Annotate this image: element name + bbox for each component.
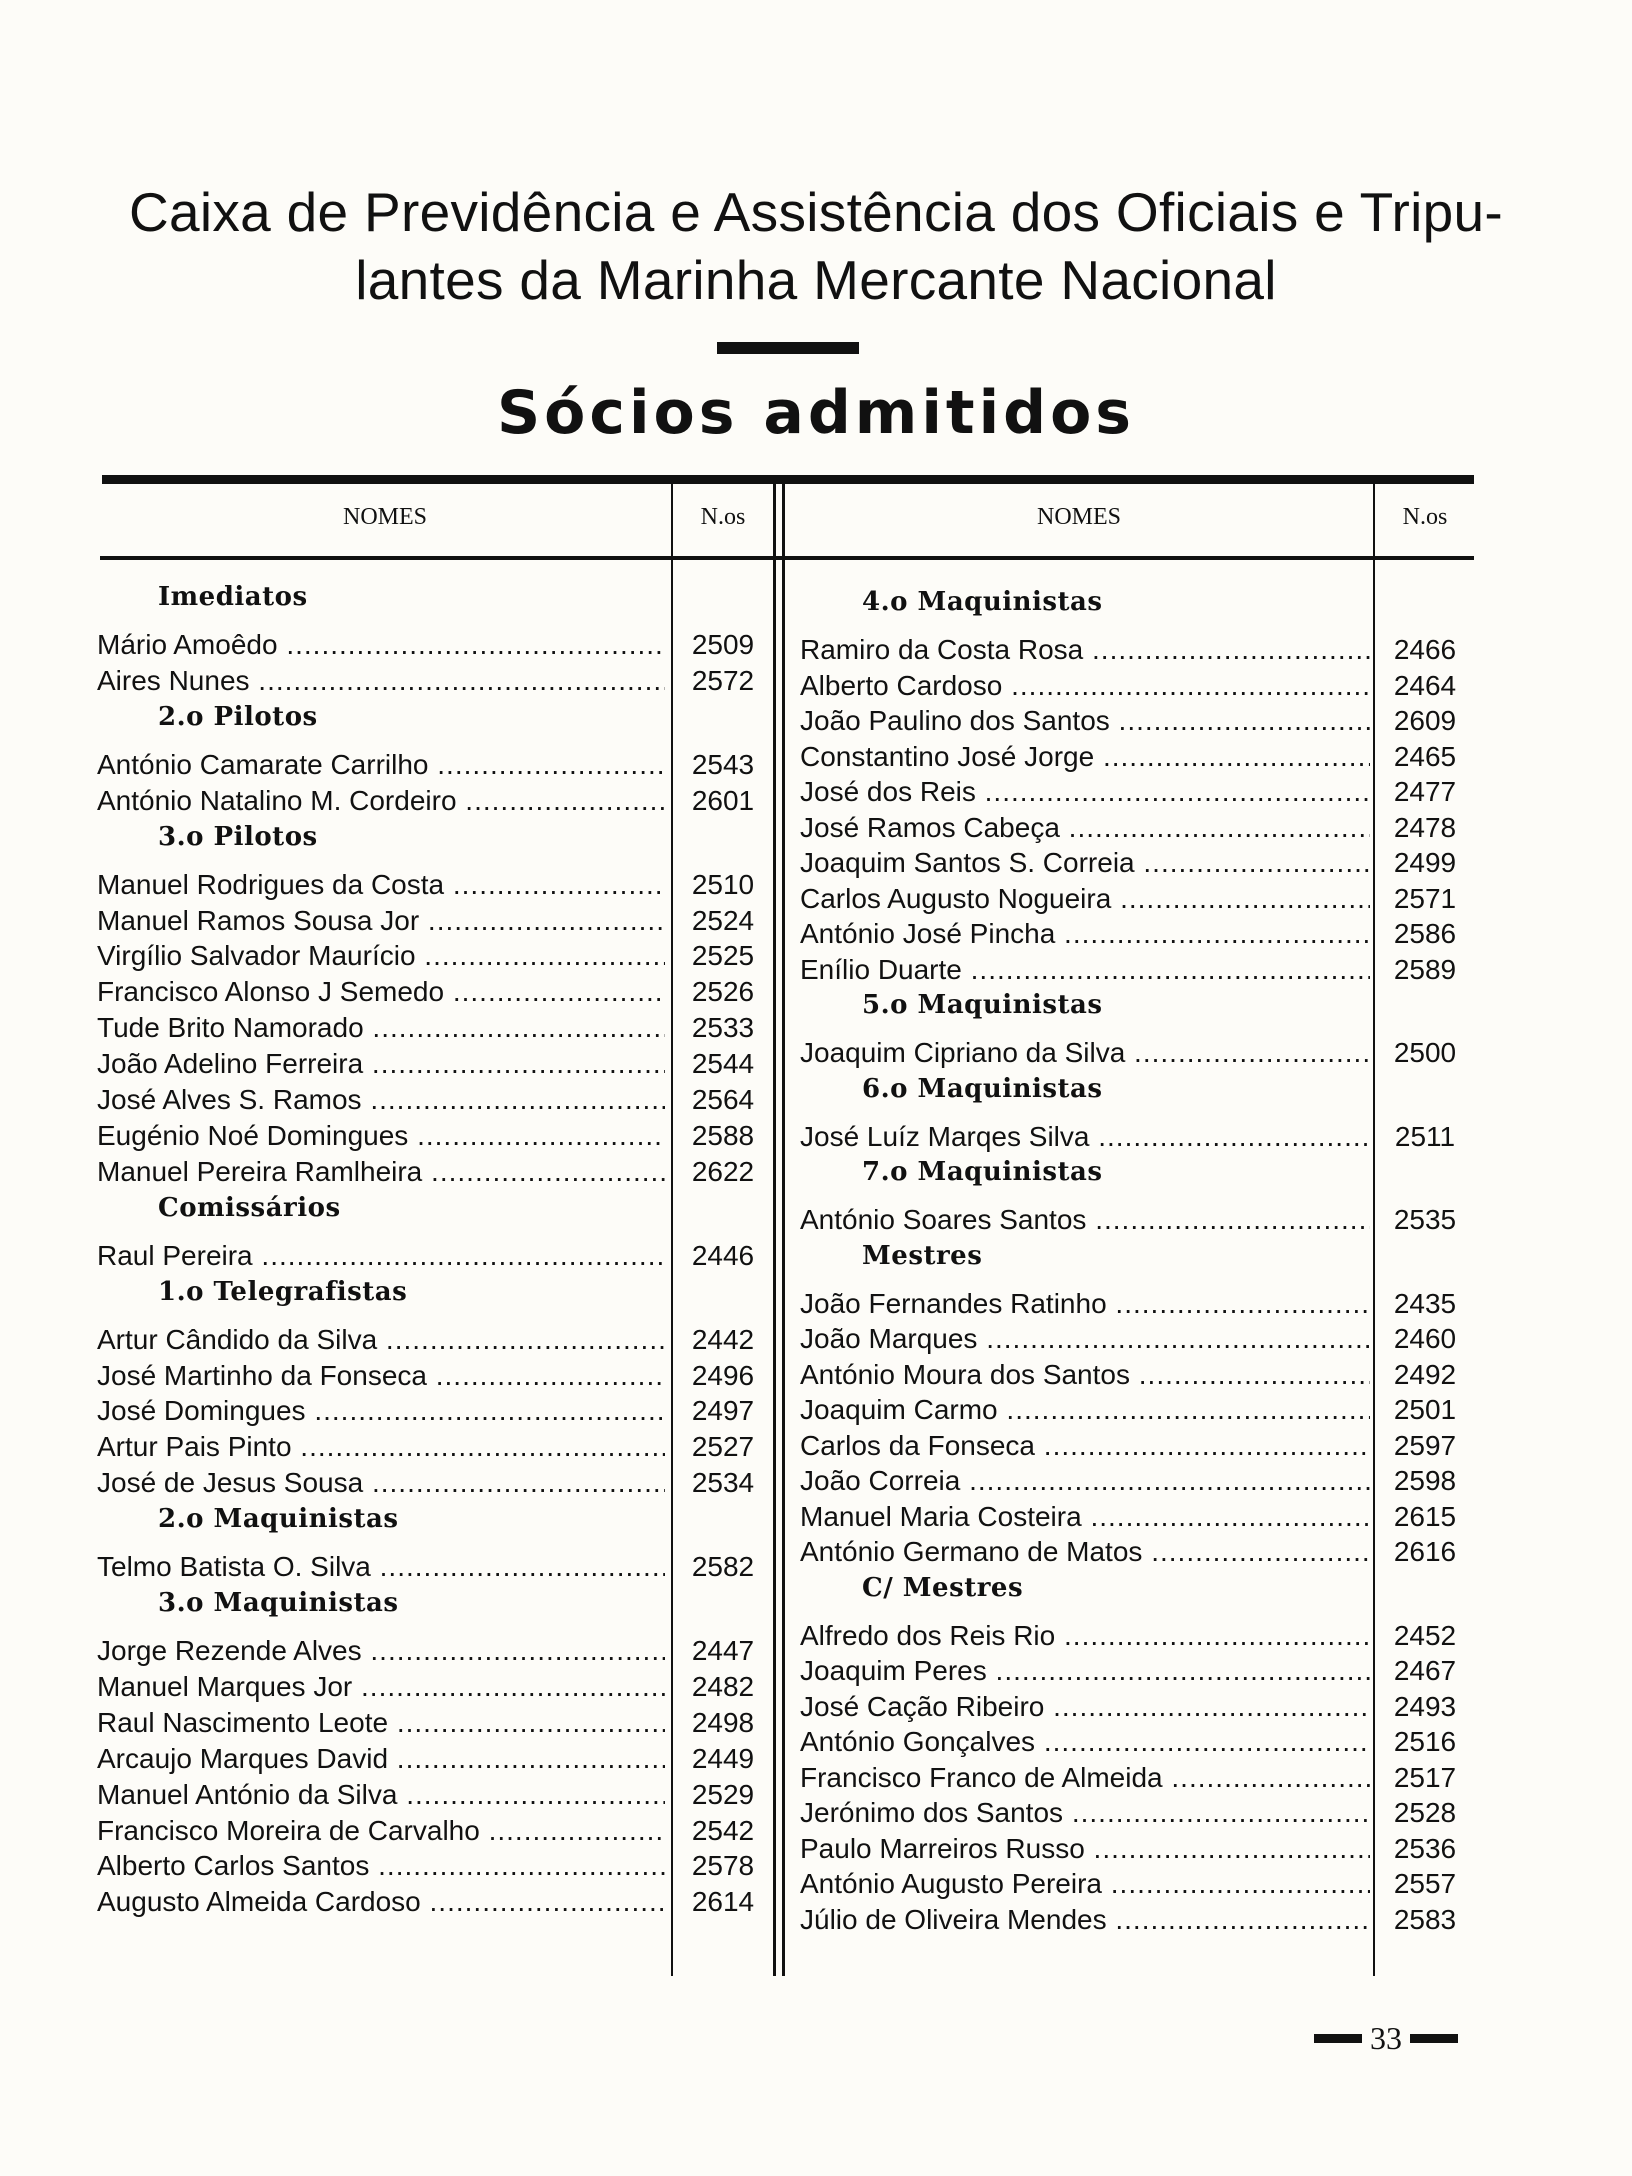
list-item [800, 1286, 1474, 1322]
member-name: José dos Reis ..... [800, 774, 1370, 810]
list-item [97, 1884, 772, 1920]
list-item [800, 1724, 1474, 1760]
member-number: 2452 [1393, 1619, 1457, 1651]
member-number: 2482 [691, 1670, 755, 1702]
section-heading: 1.o Telegrafistas [158, 1276, 408, 1307]
member-number: 2493 [1393, 1690, 1457, 1722]
member-name: João Paulino dos Santos ..... [800, 703, 1370, 739]
member-number: 2536 [1393, 1832, 1457, 1864]
list-item [800, 810, 1474, 846]
member-name: Constantino José Jorge ..... [800, 739, 1370, 775]
member-number: 2582 [691, 1551, 755, 1583]
member-name: José Martinho da Fonseca ..... [97, 1358, 665, 1394]
member-number: 2524 [691, 904, 755, 936]
member-name: Alberto Carlos Santos ..... [97, 1848, 665, 1884]
table-header-rule [100, 556, 1474, 560]
list-item [97, 1010, 772, 1046]
member-number: 2467 [1393, 1655, 1457, 1686]
member-name: Arcaujo Marques David ..... [97, 1741, 665, 1777]
member-number: 2449 [691, 1742, 755, 1774]
member-name: Mário Amoêdo ..... [97, 627, 665, 663]
member-name: Alfredo dos Reis Rio ..... [800, 1618, 1370, 1654]
member-number: 2583 [1393, 1903, 1457, 1935]
member-name: Raul Nascimento Leote ..... [97, 1705, 665, 1741]
section-heading: 2.o Pilotos [158, 701, 318, 732]
list-item [800, 668, 1474, 704]
member-name: Joaquim Cipriano da Silva ..... [800, 1035, 1370, 1071]
member-name: António Camarate Carrilho ..... [97, 747, 665, 783]
member-name: António Natalino M. Cordeiro ..... [97, 783, 665, 819]
member-number: 2615 [1393, 1500, 1457, 1532]
list-item [97, 1549, 772, 1585]
member-name: José Cação Ribeiro ..... [800, 1689, 1370, 1725]
member-name: João Adelino Ferreira ..... [97, 1046, 665, 1082]
member-number: 2447 [691, 1635, 755, 1666]
member-name: João Fernandes Ratinho ..... [800, 1286, 1370, 1322]
member-number: 2435 [1393, 1287, 1457, 1319]
member-number: 2601 [691, 784, 755, 816]
section-heading: Mestres [862, 1240, 983, 1271]
member-name: Ramiro da Costa Rosa ..... [800, 632, 1370, 668]
member-number: 2442 [691, 1323, 755, 1355]
list-item [97, 1741, 772, 1777]
member-number: 2501 [1393, 1394, 1457, 1425]
list-item [800, 881, 1474, 917]
member-name: Manuel Maria Costeira ..... [800, 1499, 1370, 1535]
member-number: 2528 [1393, 1797, 1457, 1828]
member-name: João Correia ..... [800, 1463, 1370, 1499]
member-name: Carlos da Fonseca ..... [800, 1428, 1370, 1464]
member-number: 2544 [691, 1048, 755, 1080]
column-divider-center-a [773, 482, 776, 1976]
member-number: 2497 [691, 1395, 755, 1427]
member-number: 2533 [691, 1012, 755, 1044]
member-number: 2526 [691, 976, 755, 1008]
title-divider [717, 342, 859, 354]
list-item [97, 903, 772, 939]
section-heading: 7.o Maquinistas [862, 1157, 1103, 1187]
member-name: António Moura dos Santos ..... [800, 1357, 1370, 1393]
table-top-rule [102, 475, 1474, 484]
member-name: José Ramos Cabeça ..... [800, 810, 1370, 846]
member-name: Artur Pais Pinto ..... [97, 1429, 665, 1465]
list-item [800, 1035, 1474, 1071]
member-number: 2478 [1393, 811, 1457, 843]
member-number: 2597 [1393, 1429, 1457, 1461]
member-number: 2578 [691, 1850, 755, 1882]
list-item [800, 1392, 1474, 1428]
section-heading: 5.o Maquinistas [862, 990, 1103, 1020]
member-name: Jorge Rezende Alves ..... [97, 1633, 665, 1669]
list-item [800, 632, 1474, 668]
document-title [60, 178, 1572, 314]
member-number: 2511 [1394, 1120, 1456, 1152]
member-number: 2564 [691, 1084, 755, 1115]
list-item [800, 1428, 1474, 1464]
section-heading: 3.o Maquinistas [158, 1588, 399, 1618]
member-number: 2535 [1393, 1204, 1457, 1235]
list-item [800, 1499, 1474, 1535]
member-number: 2529 [691, 1778, 755, 1810]
list-item [800, 952, 1474, 988]
member-number: 2614 [691, 1886, 755, 1918]
member-number: 2588 [691, 1119, 755, 1151]
member-number: 2510 [691, 868, 755, 900]
member-number: 2572 [691, 664, 755, 696]
section-heading: 6.o Maquinistas [862, 1073, 1103, 1104]
member-number: 2517 [1393, 1761, 1457, 1793]
page-number-bar-left [1314, 2034, 1362, 2043]
member-name: Manuel Rodrigues da Costa ..... [97, 867, 665, 903]
member-number: 2527 [691, 1431, 755, 1463]
member-number: 2525 [691, 940, 755, 972]
page-number [1314, 2020, 1458, 2057]
member-number: 2622 [691, 1155, 755, 1187]
member-name: António Germano de Matos ..... [800, 1534, 1370, 1570]
list-item [800, 1119, 1474, 1155]
list-item [800, 1760, 1474, 1796]
list-item [97, 974, 772, 1010]
member-name: Júlio de Oliveira Mendes ..... [800, 1902, 1370, 1938]
list-item [97, 747, 772, 783]
member-number: 2542 [691, 1814, 755, 1846]
list-item [800, 1463, 1474, 1499]
list-item [97, 1393, 772, 1429]
member-name: José de Jesus Sousa ..... [97, 1465, 665, 1501]
member-name: Raul Pereira ..... [97, 1238, 665, 1274]
member-number: 2616 [1393, 1536, 1457, 1567]
page-number-bar-right [1410, 2034, 1458, 2043]
list-item [800, 1357, 1474, 1393]
list-item [97, 1633, 772, 1669]
member-name: Alberto Cardoso ..... [800, 668, 1370, 704]
member-number: 2464 [1393, 669, 1457, 701]
list-item [97, 1358, 772, 1394]
list-item [800, 1902, 1474, 1938]
member-name: Artur Cândido da Silva ..... [97, 1322, 665, 1358]
list-item [97, 1777, 772, 1813]
member-name: Francisco Alonso J Semedo ..... [97, 974, 665, 1010]
list-item [97, 1082, 772, 1118]
member-name: Telmo Batista O. Silva ..... [97, 1549, 665, 1585]
right-names-header: NOMES [1036, 504, 1121, 530]
column-divider-center-b [782, 482, 785, 1976]
list-item [800, 1534, 1474, 1570]
member-number: 2496 [691, 1359, 755, 1391]
member-number: 2465 [1393, 740, 1457, 772]
member-name: António Gonçalves ..... [800, 1724, 1370, 1760]
list-item [97, 663, 772, 699]
member-number: 2571 [1393, 882, 1457, 914]
list-item [800, 1689, 1474, 1725]
list-item [97, 1154, 772, 1190]
member-name: Joaquim Santos S. Correia ..... [800, 845, 1370, 881]
page-number-value: 33 [1370, 2020, 1402, 2056]
list-item [97, 1118, 772, 1154]
member-number: 2509 [691, 629, 755, 660]
member-name: Virgílio Salvador Maurício ..... [97, 938, 665, 974]
list-item [97, 1465, 772, 1501]
left-number-header: N.os [700, 504, 746, 530]
member-number: 2492 [1393, 1358, 1457, 1390]
list-item [800, 916, 1474, 952]
member-name: Tude Brito Namorado ..... [97, 1010, 665, 1046]
list-item [800, 703, 1474, 739]
list-item [800, 845, 1474, 881]
section-heading: 3.o Pilotos [158, 821, 318, 852]
list-item [97, 867, 772, 903]
section-heading: Imediatos [158, 582, 308, 612]
member-name: José Luíz Marqes Silva ..... [800, 1119, 1370, 1155]
member-number: 2499 [1393, 847, 1457, 878]
member-name: Joaquim Peres ..... [800, 1653, 1370, 1689]
list-item [97, 783, 772, 819]
list-item [800, 1321, 1474, 1357]
member-name: Aires Nunes ..... [97, 663, 665, 699]
list-item [800, 1866, 1474, 1902]
member-name: Joaquim Carmo ..... [800, 1392, 1370, 1428]
list-item [97, 1046, 772, 1082]
member-name: José Domingues ..... [97, 1393, 665, 1429]
member-number: 2543 [691, 748, 755, 780]
list-item [800, 1618, 1474, 1654]
member-name: Paulo Marreiros Russo ..... [800, 1831, 1370, 1867]
member-name: Francisco Franco de Almeida ..... [800, 1760, 1370, 1796]
list-item [97, 938, 772, 974]
list-item [97, 1813, 772, 1849]
list-item [97, 1238, 772, 1274]
list-item [97, 1669, 772, 1705]
member-name: Enílio Duarte ..... [800, 952, 1370, 988]
member-number: 2534 [691, 1467, 755, 1499]
member-name: António Soares Santos ..... [800, 1202, 1370, 1238]
member-name: António José Pincha ..... [800, 916, 1370, 952]
member-name: José Alves S. Ramos ..... [97, 1082, 665, 1118]
section-heading: C/ Mestres [862, 1572, 1024, 1603]
member-number: 2589 [1393, 953, 1457, 985]
section-heading: Comissários [158, 1192, 341, 1223]
subtitle: Sócios admitidos [496, 378, 1136, 448]
list-item [97, 1429, 772, 1465]
list-item [97, 1848, 772, 1884]
member-number: 2498 [691, 1706, 755, 1738]
member-number: 2466 [1393, 634, 1457, 665]
member-name: Manuel Pereira Ramlheira ..... [97, 1154, 665, 1190]
list-item [800, 1795, 1474, 1831]
member-name: Augusto Almeida Cardoso ..... [97, 1884, 665, 1920]
member-number: 2557 [1393, 1868, 1457, 1899]
member-name: António Augusto Pereira ..... [800, 1866, 1370, 1902]
member-number: 2446 [691, 1239, 755, 1271]
member-number: 2598 [1393, 1465, 1457, 1496]
member-name: Francisco Moreira de Carvalho ..... [97, 1813, 665, 1849]
section-heading: 4.o Maquinistas [862, 587, 1103, 617]
member-name: Manuel Marques Jor ..... [97, 1669, 665, 1705]
member-name: Manuel Ramos Sousa Jor ..... [97, 903, 665, 939]
member-name: Carlos Augusto Nogueira ..... [800, 881, 1370, 917]
member-number: 2500 [1393, 1037, 1457, 1068]
member-number: 2609 [1393, 705, 1457, 736]
section-heading: 2.o Maquinistas [158, 1504, 399, 1535]
left-names-header: NOMES [342, 504, 427, 530]
member-number: 2460 [1393, 1323, 1457, 1354]
right-number-header: N.os [1402, 504, 1448, 530]
member-name: Eugénio Noé Domingues ..... [97, 1118, 665, 1154]
list-item [800, 1202, 1474, 1238]
member-number: 2516 [1393, 1726, 1457, 1757]
title-line-1: Caixa de Previdência e Assistência dos Oficiais e Tripu- [128, 181, 1504, 243]
list-item [800, 1831, 1474, 1867]
list-item [97, 627, 772, 663]
member-number: 2477 [1393, 776, 1457, 807]
member-name: Jerónimo dos Santos ..... [800, 1795, 1370, 1831]
list-item [800, 739, 1474, 775]
list-item [97, 1322, 772, 1358]
list-item [97, 1705, 772, 1741]
list-item [800, 1653, 1474, 1689]
member-name: Manuel António da Silva ..... [97, 1777, 665, 1813]
member-name: João Marques ..... [800, 1321, 1370, 1357]
list-item [800, 774, 1474, 810]
title-line-2: lantes da Marinha Mercante Nacional [355, 249, 1277, 311]
member-number: 2586 [1393, 918, 1457, 949]
